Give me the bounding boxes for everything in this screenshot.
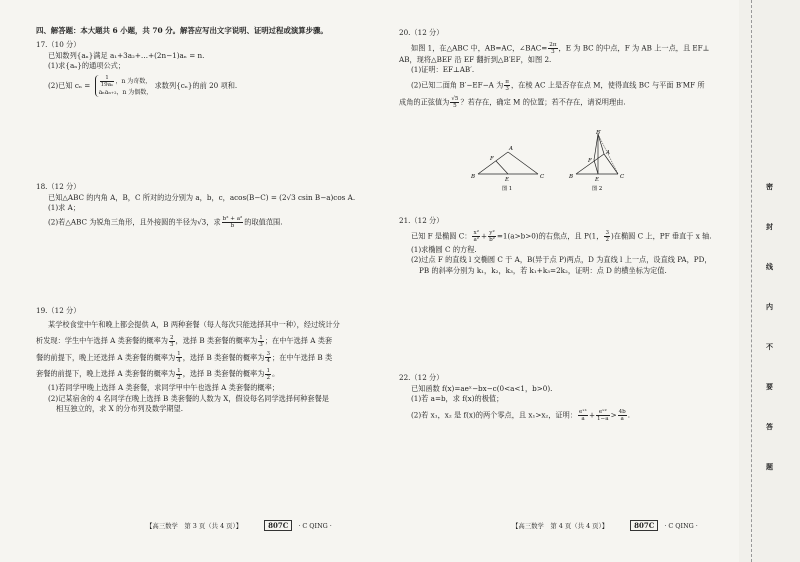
case1-fraction: $\frac{1}{\text{19aₙ}}$ bbox=[100, 74, 114, 88]
fig2-label-c: C bbox=[620, 174, 625, 180]
seal-char: 题 bbox=[766, 462, 773, 471]
question-22 bbox=[399, 373, 729, 422]
q21-line1: 已知 F 是椭圆 C： $\frac{\text{x²}}{\text{a²}}$ + $\frac{\text{y²}}{\text{b²}}$ =1(a>b>0)的右焦点，且 P(1， $\frac{3}{2}$ )在椭圆 C 上，PF 垂直于 x 轴. bbox=[411, 229, 712, 243]
q18-stem: 已知△ABC 的内角 A，B，C 所对的边分别为 a，b，c，acos(B−C) = (2√3 csin B−a)cos A. bbox=[48, 192, 356, 202]
fig1-caption: 图 1 bbox=[502, 186, 513, 192]
q21-part1: (1)求椭圆 C 的方程. bbox=[411, 244, 477, 254]
section-heading: 四、解答题：本大题共 6 小题，共 70 分。解答应写出文字说明、证明过程或演算步骤。 bbox=[36, 26, 328, 35]
seal-char: 答 bbox=[766, 422, 773, 431]
q20-part2: (2)已知二面角 B′−EF−A 为 $\frac{\pi}{3}$ ，在棱 AC 上是否存在点 M，使得直线 BC 与平面 B′MF 所 bbox=[411, 78, 705, 92]
q20-figures bbox=[468, 130, 628, 195]
q19-part1: (1)若同学甲晚上选择 A 类套餐，求同学甲中午也选择 A 类套餐的概率； bbox=[48, 382, 279, 392]
q19-part2-cont: 相互独立的，求 X 的分布列及数学期望. bbox=[56, 404, 183, 414]
fig2-caption: 图 2 bbox=[592, 186, 603, 192]
q17-header: 17.（10 分） bbox=[36, 40, 81, 49]
q21-header: 21.（12 分） bbox=[399, 216, 444, 225]
left-column bbox=[36, 26, 388, 414]
q22-part1: (1)若 a=b，求 f(x)的极值； bbox=[411, 394, 504, 404]
q19-part2: (2)记某宿舍的 4 名同学在晚上选择 B 类套餐的人数为 X，假设每名同学选择何种套餐是 bbox=[48, 393, 329, 403]
question-20 bbox=[399, 28, 729, 109]
fig2-label-b: B bbox=[569, 174, 574, 180]
figure-1 bbox=[470, 146, 545, 192]
seal-margin bbox=[739, 0, 800, 562]
figure-2 bbox=[568, 130, 625, 192]
q17-stem: 已知数列{aₙ}满足 a₁+3a₂+…+(2n−1)aₙ = n. bbox=[48, 50, 205, 60]
right-footer: 【高三数学 第 4 页（共 4 页）】 807C · C QING · bbox=[512, 521, 698, 530]
q18-fraction: $\frac{\text{b² + a²}}{b}$ bbox=[222, 215, 243, 229]
question-21 bbox=[399, 216, 729, 276]
q19-line2: 析发现：学生中午选择 A 类套餐的概率为 $\frac{2}{3}$ ，选择 B 类套餐的概率为 $\frac{1}{3}$ ；在中午选择 A 类套 bbox=[36, 334, 333, 348]
seal-char: 不 bbox=[766, 342, 773, 351]
fig1-label-e: E bbox=[505, 177, 510, 183]
fig2-label-f: F bbox=[588, 158, 592, 164]
question-17 bbox=[36, 40, 388, 97]
fig1-label-a: A bbox=[509, 146, 513, 152]
question-19 bbox=[36, 306, 388, 415]
q21-part2-cont: PB 的斜率分别为 k₁，k₂，k₃，若 k₁+k₃=2k₂，证明：点 D 的横坐标为定值. bbox=[419, 265, 667, 275]
fig2-label-bprime: B′ bbox=[596, 130, 602, 136]
fig1-label-b: B bbox=[471, 174, 476, 180]
q19-line4: 套餐的前提下，晚上选择 A 类套餐的概率为 $\frac{1}{2}$ ，选择 B 类套餐的概率为 $\frac{1}{2}$ 。 bbox=[36, 367, 280, 381]
q20-header: 20.（12 分） bbox=[399, 28, 444, 37]
seal-char: 要 bbox=[766, 382, 773, 391]
fig2-label-e: E bbox=[595, 177, 600, 183]
fig1-label-c: C bbox=[540, 174, 545, 180]
q21-part2: (2)过点 F 的直线 l 交椭圆 C 于 A，B(异于点 P)两点，D 为直线 l 上一点，设直线 PA，PD， bbox=[411, 255, 712, 265]
q18-part1: (1)求 A； bbox=[48, 203, 81, 213]
seal-char: 内 bbox=[766, 302, 773, 311]
q17-part1: (1)求{aₙ}的通项公式； bbox=[48, 61, 126, 71]
q22-part2: (2)若 x₁，x₂ 是 f(x)的两个零点，且 x₁>x₂，证明： $\frac{\text{eˣ¹}}{a}$ + $\frac{\text{eˣ²}}{1-a}$ > $\frac{4b}{a}$ . bbox=[411, 408, 631, 422]
q20-line3: 成角的正弦值为 $\frac{√5}{5}$ ？若存在，确定 M 的位置；若不存在，请说明理由. bbox=[399, 95, 626, 109]
q22-stem: 已知函数 f(x)=aeˣ−bx−c(0<a<1，b>0). bbox=[411, 383, 553, 393]
q19-line1: 某学校食堂中午和晚上都会提供 A，B 两种套餐（每人每次只能选择其中一种），经过统计分 bbox=[48, 319, 340, 329]
piecewise-brace: $\frac{1}{\text{19aₙ}}$ ，n 为奇数， aₙaₙ₊₂，n 为偶数， bbox=[95, 75, 153, 97]
q19-line3: 餐的前提下，晚上还选择 A 类套餐的概率为 $\frac{1}{4}$ ，选择 B 类套餐的概率为 $\frac{3}{4}$ ；在中午选择 B 类 bbox=[36, 351, 333, 365]
exam-code-right: 807C bbox=[630, 520, 658, 531]
left-footer: 【高三数学 第 3 页（共 4 页）】 807C · C QING · bbox=[146, 521, 332, 530]
seal-dashed-line bbox=[751, 0, 752, 562]
exam-code: 807C bbox=[264, 520, 292, 531]
fig1-label-f: F bbox=[490, 156, 494, 162]
q18-part2: (2)若△ABC 为锐角三角形，且外接圆的半径为√3，求 $\frac{\text{b² + a²}}{b}$ 的取值范围. bbox=[48, 215, 283, 229]
q19-header: 19.（12 分） bbox=[36, 306, 81, 315]
seal-char: 线 bbox=[766, 262, 773, 271]
fig2-label-a: A bbox=[606, 150, 610, 156]
q20-part1: (1)证明：EF⊥AB′. bbox=[411, 65, 475, 75]
q17-part2: (2)已知 cₙ = $\frac{1}{\text{19aₙ}}$ ，n 为奇数， aₙaₙ₊₂，n 为偶数， 求数列{cₙ}的前 20 项和. bbox=[48, 74, 238, 96]
question-18 bbox=[36, 182, 388, 229]
seal-char: 封 bbox=[766, 222, 773, 231]
q18-header: 18.（12 分） bbox=[36, 182, 81, 191]
q22-header: 22.（12 分） bbox=[399, 373, 444, 382]
q20-line2: AB，现将△BEF 沿 EF 翻折到△B′EF，如图 2. bbox=[399, 54, 552, 64]
seal-char: 密 bbox=[766, 182, 773, 191]
q20-line1: 如图 1，在△ABC 中，AB=AC，∠BAC= $\frac{2\pi}{3}$ ，E 为 BC 的中点，F 为 AB 上一点，且 EF⊥ bbox=[411, 41, 710, 55]
